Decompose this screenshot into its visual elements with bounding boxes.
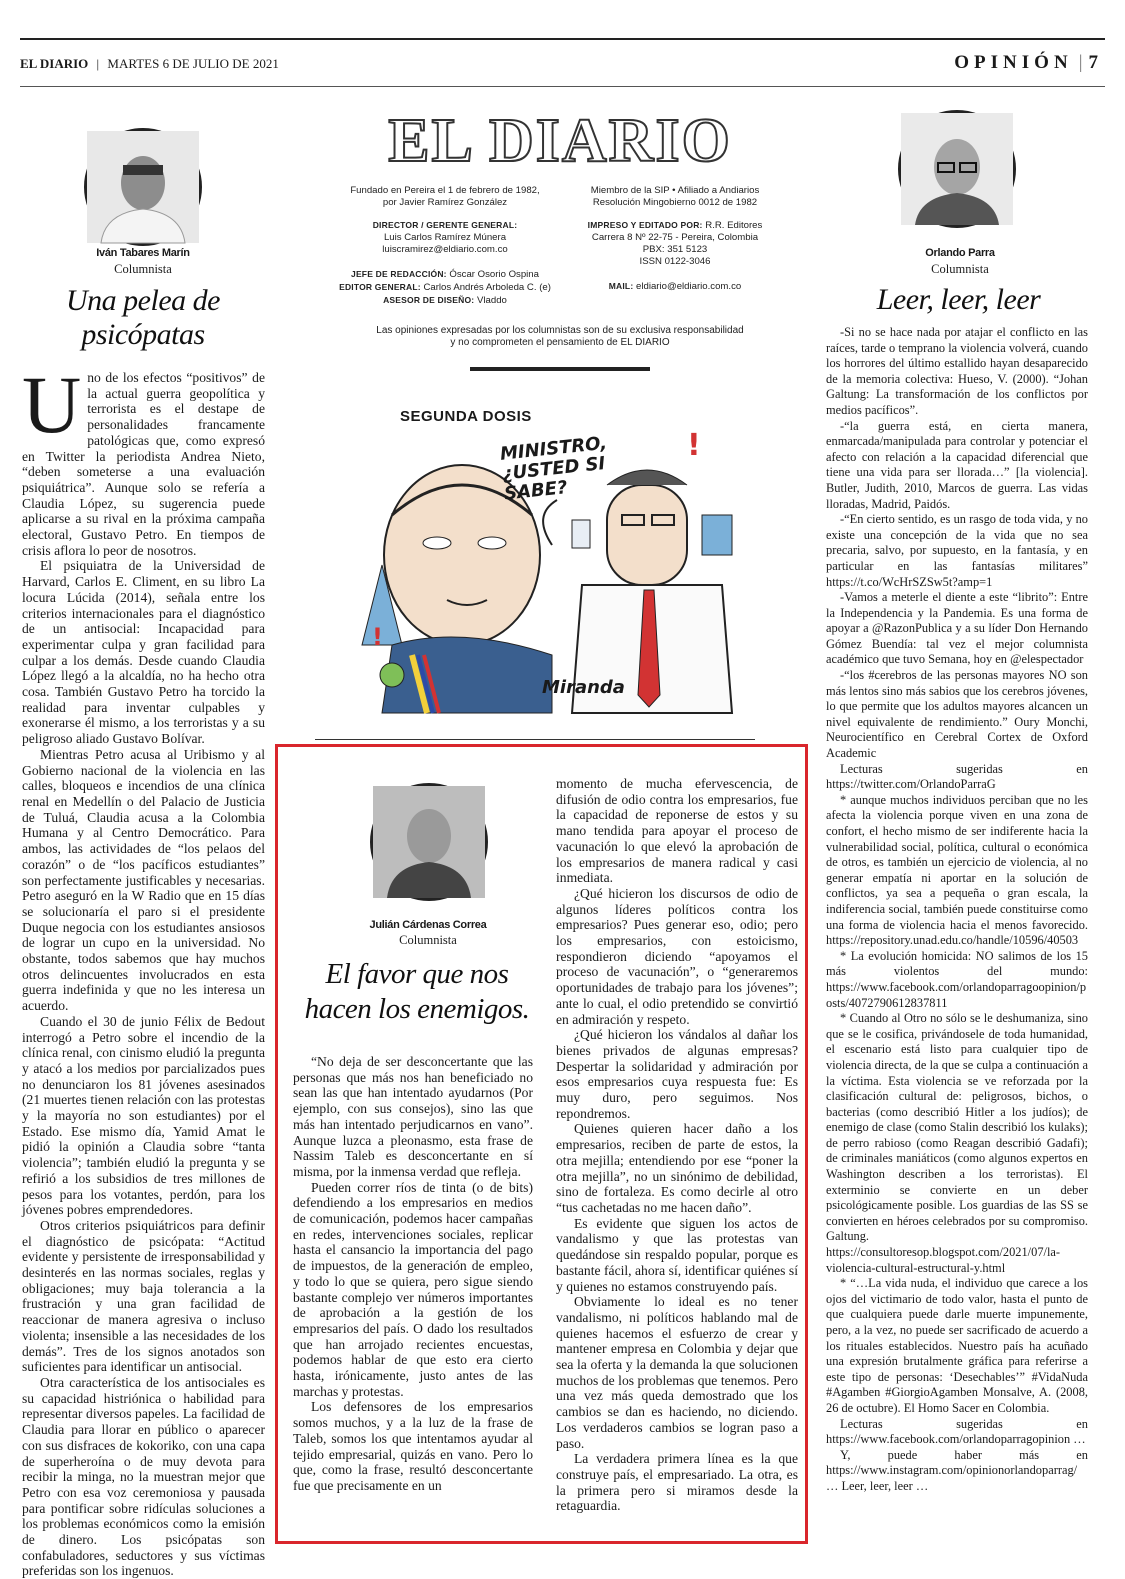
svg-text:!: ! [687,428,701,463]
avatar-julian-cardenas [370,783,488,901]
header-date: MARTES 6 DE JULIO DE 2021 [107,56,279,71]
masthead-disclaimer: Las opiniones expresadas por los columnistas son de su exclusiva responsabilidad y no comprometen el pensamiento de EL DIARIO [376,325,744,348]
cartoon-speech: MINISTRO, ¿USTED SI SABE? [499,432,608,505]
top-rule [20,38,1105,40]
portrait-icon [373,786,485,898]
masthead-divider [470,367,650,371]
header-page-number: 7 [1088,52,1103,73]
article-body-center-a: “No deja de ser desconcertante que las personas que más nos han beneficiado no sean las que han intentado ayudarnos (Por ejemplo, con sus consejos), sino las que más han intentado perjudicarnos en vano”. Aunque luzca a pleonasmo, esta frase de Nassim Taleb es desconcertante en sí misma, por la inmensa verdad que refleja. Pueden correr ríos de tinta (o de bits) defendiendo a los empresarios en medios de comunicación, podemos hacer campañas en redes, intervenciones sociales, replicar hasta el cansancio la importancia del pago de impuestos, de la generación de empleo, y todo lo que se quiera, pero sigue siendo bastante complejo ver números importantes de aprobación a la gestión de los empresarios del país. O dado los resultados que han arrojado recientes encuestas, podemos hablar de que esto era cierto hasta, irónicamente, justo antes de las marchas y protestas. Los defensores de los empresarios somos muchos, y a la luz de la frase de Taleb, somos los que intentamos ayudar al tejido empresarial, quizás en vano. Pero lo que, como la frase, resultó desconcertante fue que precisamente en un [293,1054,533,1493]
portrait-icon [87,131,199,243]
masthead-founded: Fundado en Pereira el 1 de febrero de 1982, por Javier Ramírez González DIRECTOR / GERENTE GENERAL: Luis Carlos Ramírez Múnera luiscramirez@eldiario.com.co JEFE DE REDACCIÓN: Óscar Osorio Ospina EDITOR GENERAL: Carlos Andrés Arboleda C. (e) ASESOR DE DISEÑO: Vladdo [339,185,551,306]
header-bottom-rule [20,86,1105,87]
author-name: Julián Cárdenas Correa [369,919,487,931]
author-role: Columnista [399,933,457,947]
cartoon-title: SEGUNDA DOSIS [400,408,532,425]
author-name: Iván Tabares Marín [96,247,190,259]
author-role: Columnista [114,262,172,276]
author-role: Columnista [931,262,989,276]
masthead-logo: EL DIARIO [388,107,732,175]
article-body-right: -Si no se hace nada por atajar el conflicto en las raíces, tarde o temprano la violencia volverá, cuando los horrores del último estallido hayan desaparecido de la memoria colectiva: Hueso, V. (2000). “Johan Galtung: La transformación de los conflictos por medios pacíficos”. -“la guerra está, en cierta manera, enmarcada/manipulada para controlar y potenciar el afecto con relación a la capacidad diferencial que tiene una vida para ser llorada…” [la violencia]. Butler, Judith, 2010, Marcos de guerra. Las vidas lloradas, Madrid, Paidós. -“En cierto sentido, es un rasgo de toda vida, y no existe una concepción de la vida que no sea precaria, salvo, por supuesto, en la fantasía, y en particular en las fantasías militares” https://t.co/WcHrSZSw5t?amp=1 -Vamos a meterle el diente a este “librito”: Entre la Independencia y la Pandemia. Es una forma de apoyar a @RazonPublica y a su líder Don Hernando Gómez Buendía: tal vez el mejor columnista académico que tuvo Semana, hoy en @elespectador -“los #cerebros de las personas mayores NO son más lentos sino más sabios que los cerebros jóvenes, lo que permite que los adultos mayores alcancen un nivel equivalente de rendimiento.” Oury Monchi, Neurocientífico en Cerebral Cortex de Oxford Academic Lecturas sugeridas en https://twitter.com/OrlandoParraG * aunque muchos individuos perciban que no les afecta la violencia porque viven en una zona de confort, el hecho mismo de ser indiferente hacia la vulnerabilidad social, política, cultural o económica de otros, es también un ejercicio de violencia, al no generar empatía ni aportar en la solución de conflictos, ya sea a pequeña o gran escala, la indiferencia social, también puede constituirse como una forma de violencia hacia el menos favorecido. https://repository.unad.edu.co/handle/10596/40503 * La evolución homicida: NO salimos de los 15 más violentos del mundo: https://www.facebook.com/orlandoparragoopinion/posts/4072790612837811 * Cuando al Otro no sólo se le deshumaniza, sino que se le cosifica, privándosele de toda humanidad, el escenario está listo para cualquier tipo de violencia directa, de la que se culpa a continuación a la víctima. Esta violencia se ve reforzada por la clasificación cultural de: peligrosos, bichos, o bacterias (como describió Hitler a los judíos); de enemigo de clase (como Stalin describió los kulaks); de perro rabioso (como Reagan describió Gadafi); de criminales maniáticos (como algunos expertos en Washington describen a los terroristas). El exterminio se convierte en un deber psicológicamente posible. Los guardias de las SS se convierten en héroes celebrados por su compromiso. Galtung. https://consultoresop.blogspot.com/2021/07/la-violencia-cultural-estructural-y.html * “…La vida nuda, el individuo que carece a los ojos del victimario de todo valor, hasta el punto de que cualquiera puede darle muerte impunemente, pero, a la vez, no puede ser sacrificado de acuerdo a los rituales establecidos. Nuestro país ha acuñado una expresión brutalmente gráfica para referirse a este tipo de personas: ‘Desechables’” #VidaNuda #Agamben #GiorgioAgamben Monsalve, A. (2008, 26 de octubre). El Homo Sacer en Colombia. Lecturas sugeridas en https://www.facebook.com/orlandoparragopinion … Y, puede haber más en https://www.instagram.com/opinionorlandoparrag/ … Leer, leer, leer … [826,325,1088,1493]
header-section: OPINIÓN [954,52,1073,73]
article-title-left: Una pelea de psicópatas [66,284,220,351]
masthead-member: Miembro de la SIP • Afiliado a Andiarios Resolución Mingobierno 0012 de 1982 IMPRESO Y EDITADO POR: R.R. Editores Carrera 8 Nº 22-75 - Pereira, Colombia PBX: 351 5123 ISSN 0122-3046 MAIL: eldiario@eldiario.com.co [587,185,763,292]
cartoon-signature: Miranda [542,677,625,698]
avatar-orlando-parra [898,110,1016,228]
drop-cap: U [22,359,82,450]
author-name: Orlando Parra [925,247,995,259]
article-body-center-b: momento de mucha efervescencia, de difusión de odio contra los empresarios, fue la capacidad de reponerse de estos y su mano tendida para apoyar el proceso de vacunación lo que elevó la aprobación de los empresarios de manera radical y casi inmediata. ¿Qué hicieron los discursos de odio de algunos líderes políticos contra los empresarios? Pues generar eso, odio; pero los empresarios, con estoicismo, respondieron diciendo “apoyamos el proceso de vacunación”, o “generaremos oportunidades de trabajo para los jóvenes”; ante lo cual, el odio pretendido se convirtió en admiración y respeto. ¿Qué hicieron los vándalos al dañar los bienes privados de algunas empresas? Despertar la solidaridad y admiración por esos empresarios cuya respuesta fue: Es muy duro, pero seguimos. Nos repondremos. Quienes quieren hacer daño a los empresarios, reciben de parte de estos, la otra mejilla; entendiendo por ese “poner la otra mejilla”, no un sinónimo de debilidad, sino de fortaleza. Es como decirle al otro “tus cachetadas no me hacen daño”. Es evidente que siguen los actos de vandalismo y que las protestas van quedándose sin respaldo popular, porque es bastante fácil, ahora sí, identificar quiénes sí y quienes no estamos construyendo país. Obviamente lo ideal es no tener vandalismo, ni políticos hablando mal de quienes hacemos el esfuerzo de crear y mantener empresa en Colombia y dejar que sea la oferta y la demanda la que solucionen muchos de los problemas que tenemos. Pero una vez más queda demostrado que los cambios se dan es haciendo, no diciendo. Los verdaderos cambios se logran paso a paso. La verdadera primera línea es la que construye país, el empresariado. La otra, es la primera pero si miramos desde la retaguardia. [556,776,798,1514]
header-paper-name: EL DIARIO [20,56,89,71]
portrait-icon [901,113,1013,225]
article-title-center: El favor que nos hacen los enemigos. [304,958,530,1025]
header-right: OPINIÓN | 7 [954,52,1103,73]
avatar-ivan-tabares [84,128,202,246]
article-body-left: Uno de los efectos “positivos” de la actual guerra geopolítica y terrorista es el destape de personalidades francamente patológicas que, como expresó en Twitter la periodista Andrea Nieto, “deben someterse a una evaluación psiquiátrica”. Aunque solo se refería a Claudia López, su sugerencia puede aplicarse a su rival en la próxima campaña electoral, Gustavo Petro. En tiempos de crisis aflora lo peor de nosotros. El psiquiatra de la Universidad de Harvard, Carlos E. Climent, en su libro La locura Lúcida (2014), señala entre los criterios internacionales para el diagnóstico de un antisocial: Incapacidad para experimentar culpa y gran facilidad para culpar a los demás. Desde cuando Claudia López llegó a la alcaldía, no ha hecho otra cosa. También Gustavo Petro ha torcido la realidad para inventar culpables y exonerarse él mismo, a los terroristas y a su peligroso aliado Gustavo Bolívar. Mientras Petro acusa al Uribismo y al Gobierno nacional de la violencia en las calles, bloqueos e incendios de una clínica renal en Medellín o del Palacio de Justicia de Tuluá, Claudia acusa a la Colombia Humana y al Centro Democrático. Para ambos, las actividades de “los pelaos del corazón” o de “los pacíficos estudiantes” son perfectamente justificables y necesarias. Petro aseguró en la W Radio que en 15 días se solucionaría el paro si el presidente Duque negocia con los estudiantes ansiosos de lograr un cupo en la universidad. No obstante, todos sabemos que hay muchos otros delincuentes involucrados en esta guerra indefinida y que no les interesa un acuerdo. Cuando el 30 de junio Félix de Bedout interrogó a Petro sobre el incendio de la clínica renal, con cinismo eludió la pregunta y atacó a los medios por parcializados pues no denunciaron los 81 jóvenes asesinados (21 muertes tienen relación con las protestas y la mayoría no son estudiantes) por el Estado. Ese mismo día, Yamid Amat le pidió la opinión a Claudia sobre “tanta violencia”; también eludió la pregunta y se refirió a los subsidios de tres millones de pesos para los votantes, perdón, para los jóvenes pobres emprendedores. Otros criterios psiquiátricos para definir el diagnóstico de psicópata: “Actitud evidente y persistente de irresponsabilidad y desinterés en las normas sociales, reglas y obligaciones; muy baja tolerancia a la frustración y una gran facilidad de reaccionar de manera agresiva o incluso violenta; insensible a las necesidades de los demás”. Tres de los signos anotados son suficientes para identificar un antisocial. Otra característica de los antisociales es su capacidad histriónica o habilidad para representar diversos papeles. La facilidad de Claudia para llorar en público o aparecer con sus disfraces de kokoriko, con una capa de superheroína o de muy devota para recibir la minga, no la muestran mejor que Petro con esa voz ceremoniosa y pausada para pontificar sobre ridículas soluciones a los problemas económicos como la emisión de dinero. Los psicópatas son confabuladores, seductores y sus víctimas preferidas son los ingenuos. [22,359,265,1579]
svg-text:!: ! [372,623,383,651]
cartoon-rule [315,739,755,740]
cartoon [352,395,772,713]
article-title-right: Leer, leer, leer [876,283,1041,316]
header-left: EL DIARIO | MARTES 6 DE JULIO DE 2021 [20,56,279,71]
